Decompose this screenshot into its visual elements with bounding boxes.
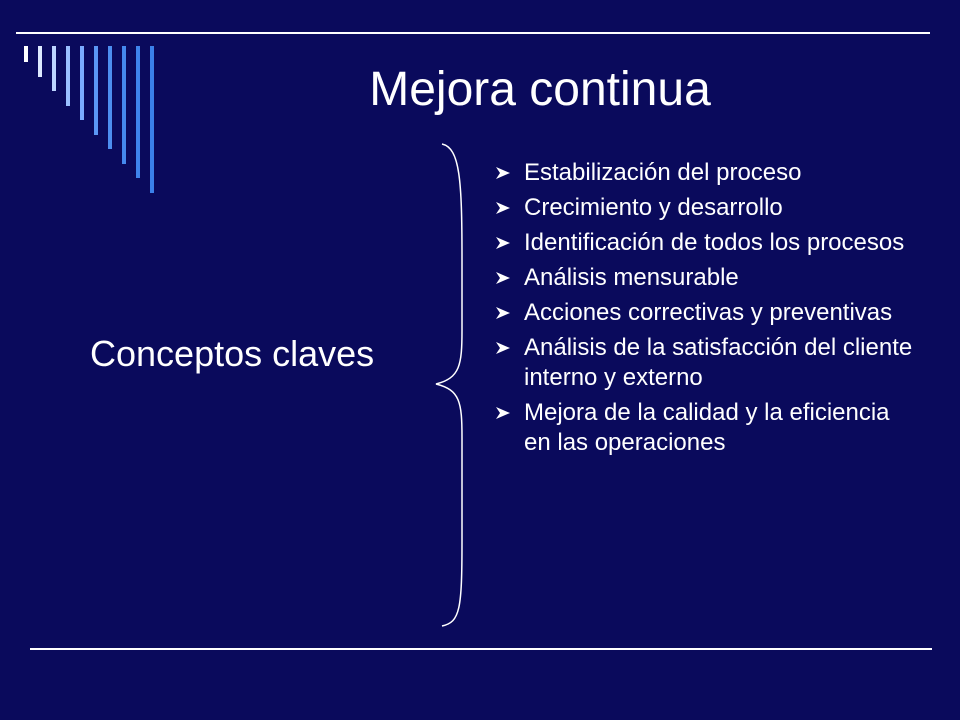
- decorative-bar: [150, 46, 154, 193]
- slide-title: Mejora continua: [369, 63, 711, 116]
- arrowhead-bullet-icon: [495, 271, 511, 285]
- list-item-text: Análisis de la satisfacción del cliente interno y externo: [524, 334, 913, 391]
- decorative-bar: [52, 46, 56, 91]
- decorative-bar: [136, 46, 140, 178]
- curly-brace-icon: [420, 140, 480, 630]
- decorative-bar: [24, 46, 28, 62]
- list-item: [495, 158, 915, 188]
- list-item: [495, 193, 915, 223]
- key-concepts-list: [495, 158, 915, 463]
- list-item-text: Mejora de la calidad y la eficiencia en las operaciones: [524, 399, 890, 456]
- arrowhead-bullet-icon: [495, 166, 511, 180]
- list-item: [495, 228, 915, 258]
- decorative-bar: [122, 46, 126, 164]
- list-item-text: Estabilización del proceso: [524, 159, 802, 186]
- list-item: [495, 333, 915, 393]
- arrowhead-bullet-icon: [495, 236, 511, 250]
- decorative-bar: [66, 46, 70, 106]
- decorative-bar: [38, 46, 42, 77]
- list-item-text: Análisis mensurable: [524, 264, 739, 291]
- list-item: [495, 298, 915, 328]
- arrowhead-bullet-icon: [495, 341, 511, 355]
- list-item: [495, 263, 915, 293]
- list-item: [495, 398, 915, 458]
- arrowhead-bullet-icon: [495, 201, 511, 215]
- decorative-bars: [0, 0, 200, 200]
- list-item-text: Crecimiento y desarrollo: [524, 194, 783, 221]
- decorative-bar: [94, 46, 98, 135]
- arrowhead-bullet-icon: [495, 306, 511, 320]
- list-item-text: Acciones correctivas y preventivas: [524, 299, 893, 326]
- decorative-bar: [108, 46, 112, 149]
- bottom-divider-line: [30, 648, 932, 650]
- arrowhead-bullet-icon: [495, 406, 511, 420]
- concepts-label: Conceptos claves: [90, 333, 375, 374]
- decorative-bar: [80, 46, 84, 120]
- list-item-text: Identificación de todos los procesos: [524, 229, 905, 256]
